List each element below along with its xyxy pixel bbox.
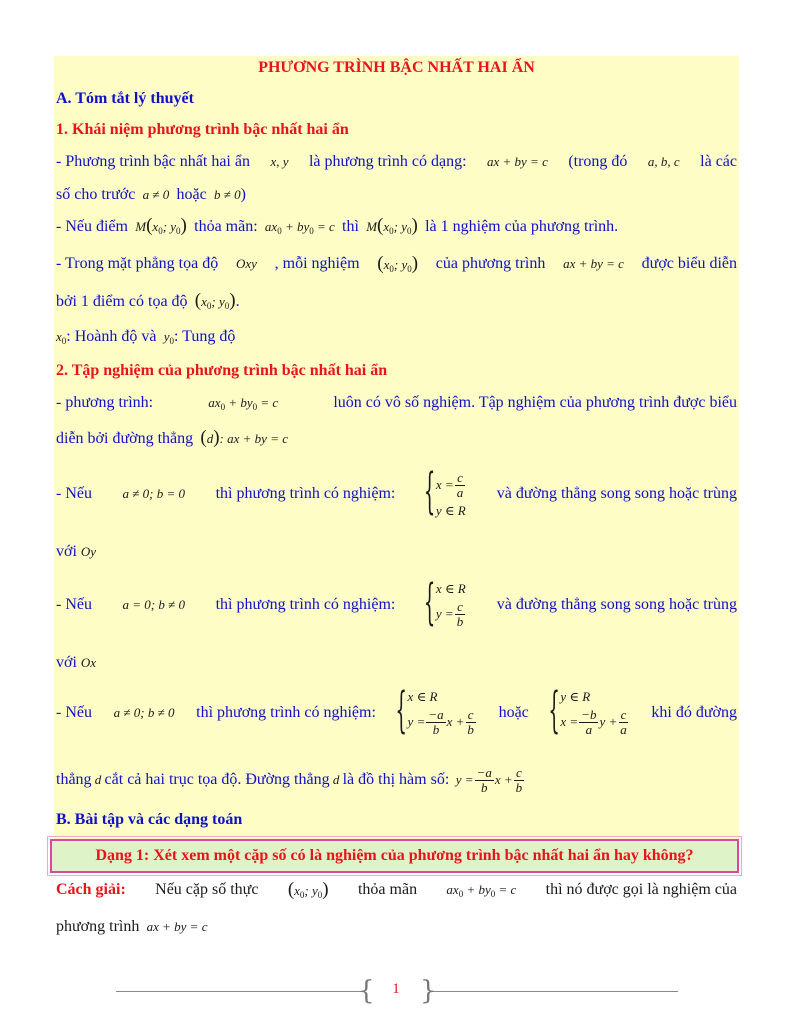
- p3-line2: bởi 1 điểm có tọa độ ($x_0$; $y_0$).: [56, 290, 240, 311]
- system-p8-a: { x ∈ R y = $\frac{-a}{b}$ x + $\frac{c}{b}$: [398, 690, 477, 737]
- p7-line2: với Ox: [56, 654, 97, 671]
- p8-line1: - Nếu a ≠ 0; b ≠ 0 thì phương trình có nghiệm: { x ∈ R y = $\frac{-a}{b}$ x + $\frac{c}{b}$ hoặc { y ∈ R x = $\frac{-b}{a}$ y + $\frac{c}{a}$ khi đó đường: [56, 684, 737, 742]
- p6-line1: - Nếu a ≠ 0; b = 0 thì phương trình có nghiệm: { x = $\frac{c}{a}$ y ∈ R và đường thẳng song song hoặc trùng: [56, 465, 737, 523]
- p1-line1: - Phương trình bậc nhất hai ẩn x, y là phương trình có dạng: ax + by = c (trong đó a, b, c là các: [56, 153, 737, 170]
- system-p6: { x = $\frac{c}{a}$ y ∈ R: [426, 471, 466, 518]
- footer-bracket-left: {: [358, 976, 375, 1006]
- page-title: PHƯƠNG TRÌNH BẬC NHẤT HAI ẨN: [258, 59, 535, 76]
- cachgiai-line2: phương trình ax + by = c: [56, 918, 208, 935]
- footer-rule-right: [430, 991, 678, 992]
- system-p7: { x ∈ R y = $\frac{c}{b}$: [426, 582, 466, 629]
- p2-line: - Nếu điểm $M(x_0$; $y_0$) thỏa mãn: $ax_0 + by_0 = c$ thì $M(x_0$; $y_0$) là 1 nghiệm của phương trình.: [56, 215, 619, 236]
- section-a-heading: A. Tóm tắt lý thuyết: [56, 90, 194, 107]
- p3-line1: - Trong mặt phẳng tọa độ Oxy , mỗi nghiệm ($x_0$; $y_0$) của phương trình ax + by = c được biểu diễn: [56, 253, 737, 274]
- cachgiai-line1: Cách giải: Nếu cặp số thực ($x_0$; $y_0$) thỏa mãn $ax_0 + by_0 = c$ thì nó được gọi là nghiệm của: [56, 879, 737, 900]
- p5-line2: diễn bởi đường thẳng (d): ax + by = c: [56, 427, 288, 448]
- heading-solution-set: 2. Tập nghiệm của phương trình bậc nhất hai ẩn: [56, 362, 388, 379]
- footer-rule-left: [116, 991, 362, 992]
- p5-line1: - phương trình: $ax_0 + by_0 = c$ luôn có vô số nghiệm. Tập nghiệm của phương trình được biểu: [56, 394, 737, 412]
- dang1-box: [50, 839, 739, 873]
- section-b-heading: B. Bài tập và các dạng toán: [56, 811, 243, 828]
- p1-line2: số cho trước a ≠ 0 hoặc b ≠ 0): [56, 186, 246, 203]
- p7-line1: - Nếu a = 0; b ≠ 0 thì phương trình có nghiệm: { x ∈ R y = $\frac{c}{b}$ và đường thẳng song song hoặc trùng: [56, 576, 737, 634]
- dang1-title: Dạng 1: Xét xem một cặp số có là nghiệm của phương trình bậc nhất hai ẩn hay không?: [95, 847, 694, 864]
- heading-concept: 1. Khái niệm phương trình bậc nhất hai ẩn: [56, 121, 349, 138]
- p4-line: $x_0$: Hoành độ và $y_0$: Tung độ: [56, 328, 236, 346]
- system-p8-b: { y ∈ R x = $\frac{-b}{a}$ y + $\frac{c}{a}$: [550, 690, 629, 737]
- p8-line2: thẳng d cắt cả hai trục tọa độ. Đường thẳng d là đồ thị hàm số: y = $\frac{-a}{b}$ x + $\frac{c}{b}$: [56, 764, 523, 795]
- footer-bracket-right: }: [420, 976, 437, 1006]
- p6-line2: với Oy: [56, 543, 97, 560]
- page-number: 1: [392, 981, 400, 997]
